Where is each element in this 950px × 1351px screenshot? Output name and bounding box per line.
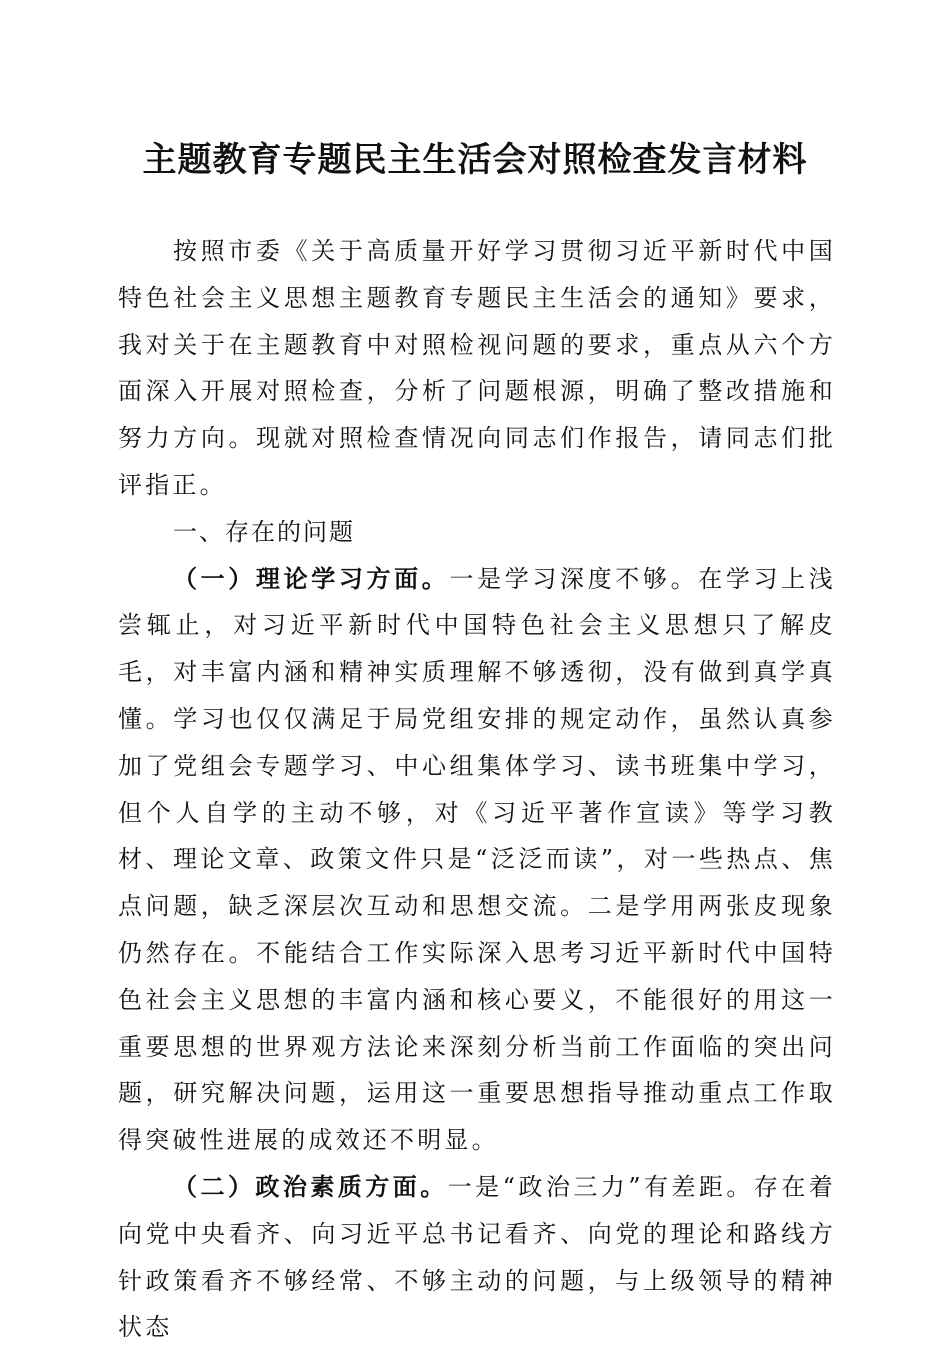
theory-study-paragraph [118,556,836,1164]
document-body [118,228,836,1351]
political-quality-paragraph [118,1164,836,1351]
theory-study-subheading: （一）理论学习方面。 [173,563,450,593]
theory-study-text: 一是学习深度不够。在学习上浅尝辄止，对习近平新时代中国特色社会主义思想只了解皮毛，对丰富内涵和精神实质理解不够透彻，没有做到真学真懂。学习也仅仅满足于局党组安排的规定动作，虽然认真参加了党组会专题学习、中心组集体学习、读书班集中学习，但个人自学的主动不够，对《习近平著作宣读》等学习教材、理论文章、政策文件只是“泛泛而读”，对一些热点、焦点问题，缺乏深层次互动和思想交流。二是学用两张皮现象仍然存在。不能结合工作实际深入思考习近平新时代中国特色社会主义思想的丰富内涵和核心要义，不能很好的用这一重要思想的世界观方法论来深刻分析当前工作面临的突出问题，研究解决问题，运用这一重要思想指导推动重点工作取得突破性进展的成效还不明显。 [118,564,836,1155]
political-quality-text: 一是“政治三力”有差距。存在着向党中央看齐、向习近平总书记看齐、向党的理论和路线方针政策看齐不够经常、不够主动的问题，与上级领导的精神状态 [118,1172,837,1342]
political-quality-subheading: （二）政治素质方面。 [173,1171,448,1201]
document-title: 主题教育专题民主生活会对照检查发言材料 [142,140,808,180]
intro-paragraph: 按照市委《关于高质量开好学习贯彻习近平新时代中国特色社会主义思想主题教育专题民主生活会的通知》要求，我对关于在主题教育中对照检视问题的要求，重点从六个方面深入开展对照检查，分析了问题根源，明确了整改措施和努力方向。现就对照检查情况向同志们作报告，请同志们批评指正。 [118,237,836,499]
section-heading-problems: 一、存在的问题 [173,517,355,546]
